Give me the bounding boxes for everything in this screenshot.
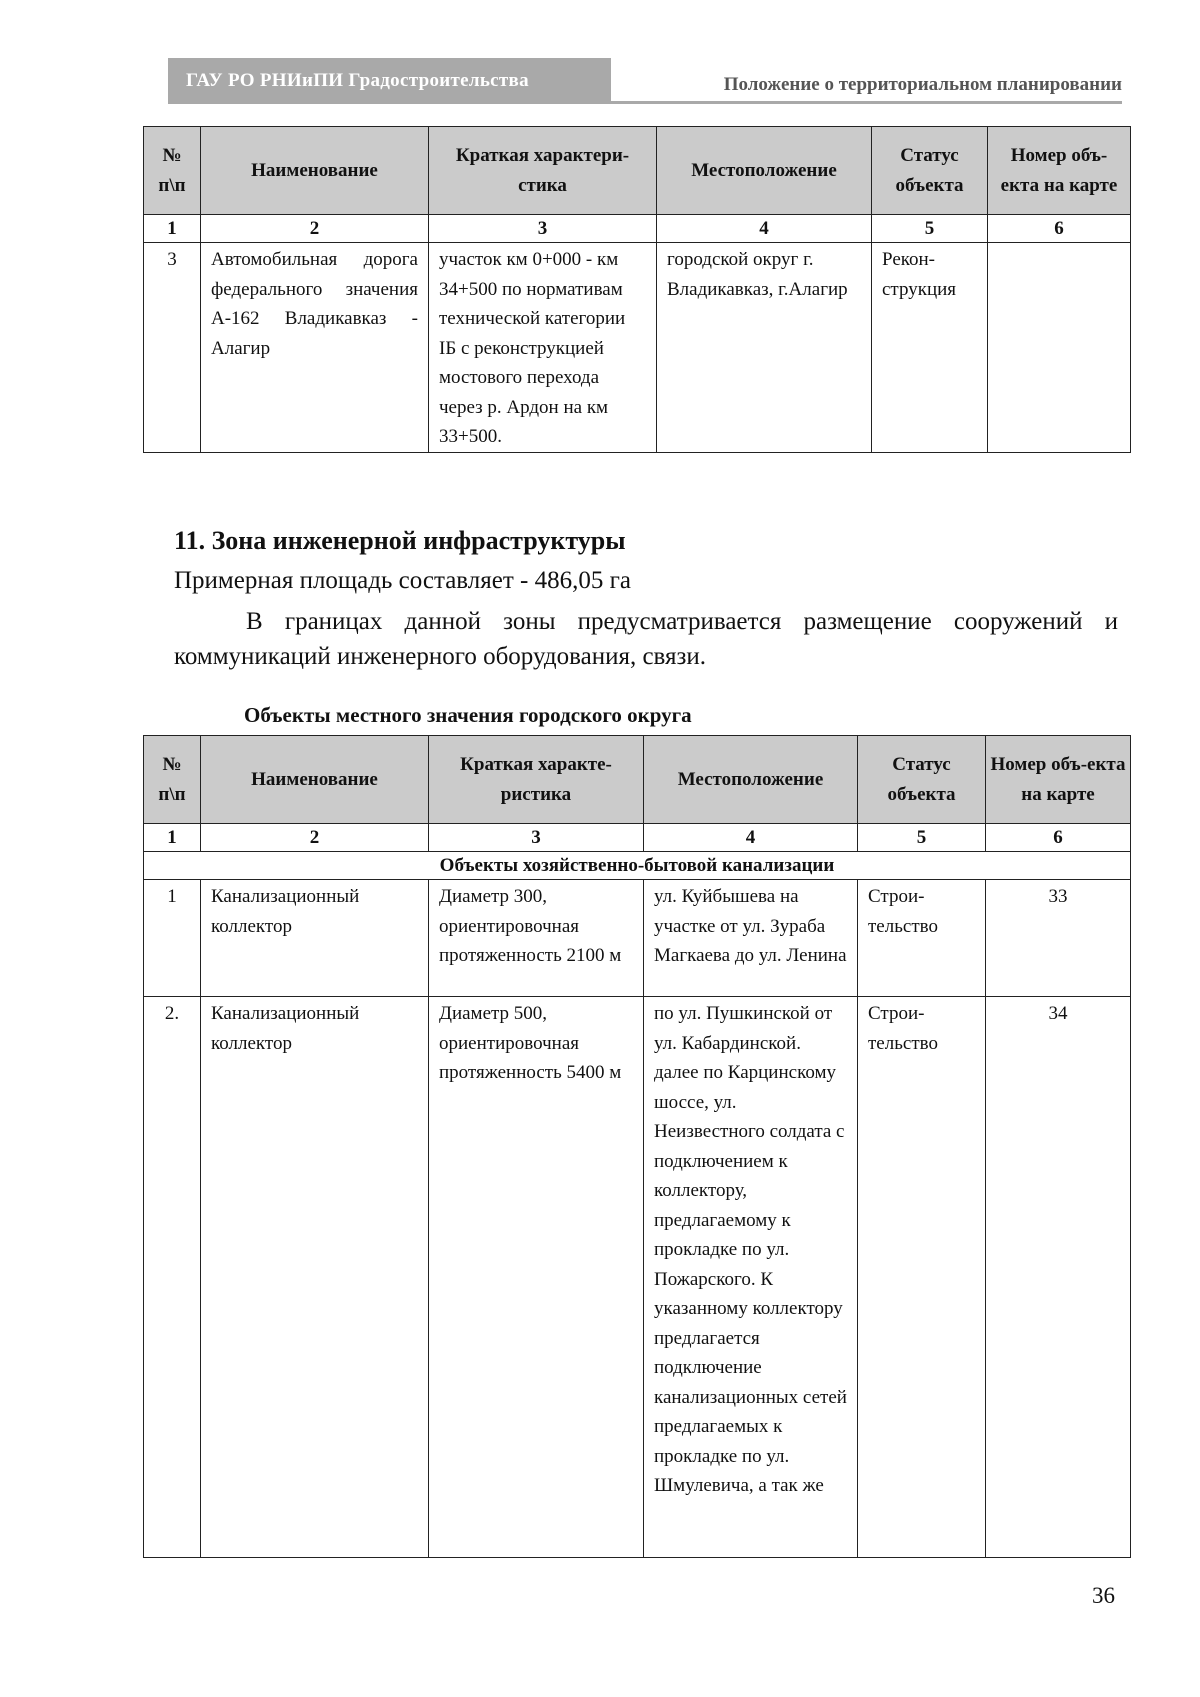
section-paragraph: В границах данной зоны предусматривается размещение сооружений и коммуникаций инженерного оборудования, связи. (174, 608, 1118, 670)
column-number: 2 (201, 824, 429, 852)
header-cell-status: Статус объекта (872, 127, 988, 215)
row-description: Диаметр 500, ориентировочная протяженность 5400 м (429, 997, 644, 1558)
row-description: Диаметр 300, ориентировочная протяженность 2100 м (429, 880, 644, 997)
header-cell-number: № п\п (144, 127, 201, 215)
row-location: ул. Куйбышева на участке от ул. Зураба Магкаева до ул. Ленина (644, 880, 858, 997)
table-local-objects (143, 735, 1131, 1558)
row-name: Канализационный коллектор (201, 997, 429, 1558)
column-number: 6 (988, 215, 1131, 243)
group-title: Объекты хозяйственно-бытовой канализации (144, 852, 1131, 880)
row-status: Строи-тельство (858, 997, 986, 1558)
header-cell-description: Краткая характери-стика (429, 127, 657, 215)
page-number: 36 (1092, 1583, 1115, 1608)
column-number-row (144, 824, 1131, 852)
header-cell-name: Наименование (201, 736, 429, 824)
header-cell-map-number: Номер объ-екта на карте (986, 736, 1131, 824)
table-row (144, 243, 1131, 453)
row-map-number: 34 (986, 997, 1131, 1558)
table-header-row (144, 736, 1131, 824)
column-number: 1 (144, 215, 201, 243)
header-cell-location: Местоположение (657, 127, 872, 215)
column-number: 1 (144, 824, 201, 852)
section-title: 11. Зона инженерной инфраструктуры (174, 526, 626, 555)
header-organization: ГАУ РО РНИиПИ Градостроительства (168, 58, 611, 104)
row-number: 1 (144, 880, 201, 997)
row-name: Автомобильная дорога федерального значения А-162 Владикавказ - Алагир (201, 243, 429, 453)
table-caption: Объекты местного значения городского округа (244, 703, 692, 727)
header-cell-status: Статус объекта (858, 736, 986, 824)
row-number: 2. (144, 997, 201, 1558)
column-number: 4 (644, 824, 858, 852)
row-map-number (988, 243, 1131, 453)
header-cell-name: Наименование (201, 127, 429, 215)
table-row (144, 880, 1131, 997)
column-number: 3 (429, 215, 657, 243)
column-number-row (144, 215, 1131, 243)
column-number: 5 (858, 824, 986, 852)
column-number: 5 (872, 215, 988, 243)
header-cell-location: Местоположение (644, 736, 858, 824)
table-row (144, 997, 1131, 1558)
header-cell-map-number: Номер объ-екта на карте (988, 127, 1131, 215)
group-row (144, 852, 1131, 880)
column-number: 3 (429, 824, 644, 852)
row-description: участок км 0+000 - км 34+500 по нормативам технической категории IБ с реконструкцией мостового перехода через р. Ардон на км 33+500. (429, 243, 657, 453)
header-cell-description: Краткая характе-ристика (429, 736, 644, 824)
row-location: по ул. Пушкинской от ул. Кабардинской. далее по Карцинскому шоссе, ул. Неизвестного солдата с подключением к коллектору, предлагаемому к прокладке по ул. Пожарского. К указанному коллектору предлагается подключение канализационных сетей предлагаемых к прокладке по ул. Шмулевича, а так же (644, 997, 858, 1558)
row-map-number: 33 (986, 880, 1131, 997)
column-number: 4 (657, 215, 872, 243)
row-status: Рекон-струкция (872, 243, 988, 453)
header-document-title: Положение о территориальном планировании (611, 70, 1122, 104)
row-name: Канализационный коллектор (201, 880, 429, 997)
column-number: 2 (201, 215, 429, 243)
row-status: Строи-тельство (858, 880, 986, 997)
section-area: Примерная площадь составляет - 486,05 га (174, 567, 631, 594)
row-location: городской округ г. Владикавказ, г.Алагир (657, 243, 872, 453)
row-number: 3 (144, 243, 201, 453)
table-header-row (144, 127, 1131, 215)
column-number: 6 (986, 824, 1131, 852)
table-transport-objects (143, 126, 1131, 453)
header-cell-number: № п\п (144, 736, 201, 824)
